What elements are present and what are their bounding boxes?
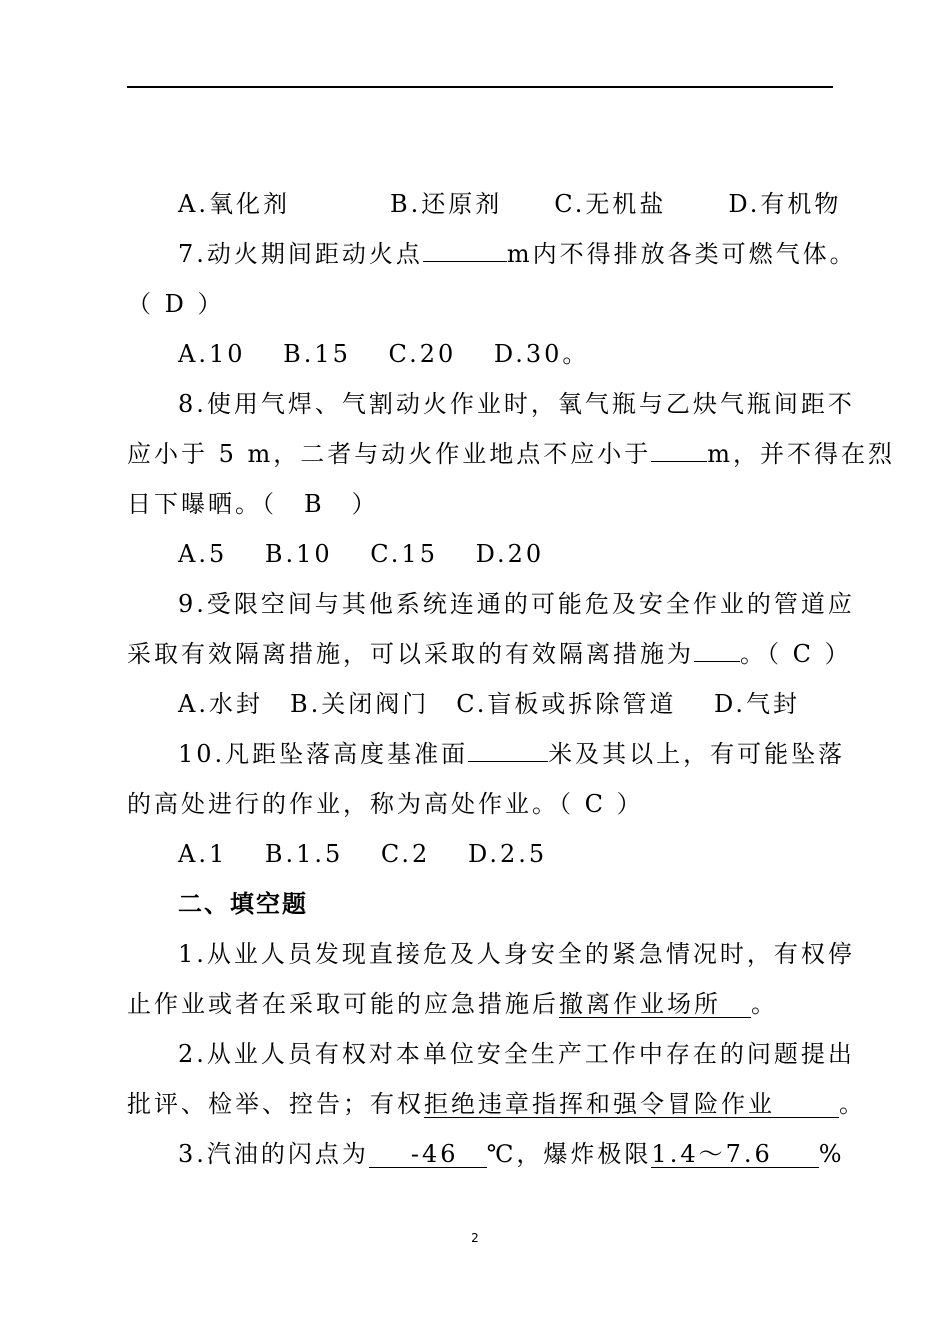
q8-line-1: 8.使用气焊、气割动火作业时，氧气瓶与乙炔气瓶间距不: [178, 390, 855, 418]
q7-text-pre: 7.动火期间距动火点: [178, 240, 423, 268]
q8-blank: [651, 461, 707, 462]
q8-line-2-post: m，并不得在烈: [707, 440, 896, 468]
q10-text-post: 米及其以上，有可能坠落: [548, 740, 846, 768]
fill-1-line-2: [127, 988, 778, 1020]
q6-option-d: D.有机物: [728, 190, 842, 218]
q8-line-2: [127, 438, 895, 470]
q9-line-2-post: 。（ C ）: [740, 640, 852, 668]
header-rule: [127, 86, 833, 88]
question-7: [178, 238, 857, 270]
fill-2-line-2: [127, 1088, 866, 1120]
q7-options: A.10 B.15 C.20 D.30。: [178, 340, 590, 368]
fill-3-text-post: %: [818, 1140, 845, 1168]
fill-1-line-1: 1.从业人员发现直接危及人身安全的紧急情况时，有权停: [178, 940, 855, 968]
fill-1-answer: 撤离作业场所: [559, 991, 751, 1018]
q10-options: A.1 B.1.5 C.2 D.2.5: [178, 840, 548, 868]
q7-text-post: m内不得排放各类可燃气体。: [506, 240, 857, 268]
section-heading-fill-in: 二、填空题: [178, 889, 308, 918]
q10-text-pre: 10.凡距坠落高度基准面: [178, 740, 469, 768]
q10-blank: [468, 761, 548, 762]
q8-line-2-pre: 应小于 5 m，二者与动火作业地点不应小于: [127, 440, 652, 468]
q6-options: [178, 188, 841, 220]
q6-option-a: A.氧化剂: [178, 190, 290, 218]
fill-3-line-1: [178, 1138, 845, 1170]
q9-blank: [694, 661, 740, 662]
fill-3-answer-1: -46: [369, 1141, 487, 1168]
fill-2-line-2-pre: 批评、检举、控告；有权: [127, 1090, 424, 1118]
fill-1-line-2-pre: 止作业或者在采取可能的应急措施后: [127, 990, 559, 1018]
fill-2-answer: 拒绝违章指挥和强令冒险作业: [424, 1091, 839, 1118]
page-number: 2: [471, 1231, 479, 1245]
q6-option-b: B.还原剂: [389, 190, 503, 218]
q8-options: A.5 B.10 C.15 D.20: [178, 540, 545, 568]
q7-blank: [423, 261, 507, 262]
q8-line-3: 日下曝晒。（ B ）: [127, 490, 379, 518]
fill-3-answer-2: 1.4～7.6: [651, 1141, 818, 1168]
fill-3-text-mid: ℃，爆炸极限: [486, 1140, 652, 1168]
q10-line-1: [178, 738, 845, 770]
q9-line-1: 9.受限空间与其他系统连通的可能危及安全作业的管道应: [178, 590, 855, 618]
q9-options: A.水封 B.关闭阀门 C.盲板或拆除管道 D.气封: [178, 690, 801, 718]
fill-3-text-pre: 3.汽油的闪点为: [178, 1140, 369, 1168]
fill-2-line-2-post: 。: [839, 1090, 866, 1118]
q9-line-2: [127, 638, 852, 670]
q7-answer: （ D ）: [127, 290, 225, 318]
q10-line-2: 的高处进行的作业，称为高处作业。（ C ）: [127, 790, 644, 818]
q6-option-c: C.无机盐: [554, 190, 667, 218]
fill-2-line-1: 2.从业人员有权对本单位安全生产工作中存在的问题提出: [178, 1040, 855, 1068]
q9-line-2-pre: 采取有效隔离措施，可以采取的有效隔离措施为: [127, 640, 694, 668]
fill-1-line-2-post: 。: [751, 990, 778, 1018]
